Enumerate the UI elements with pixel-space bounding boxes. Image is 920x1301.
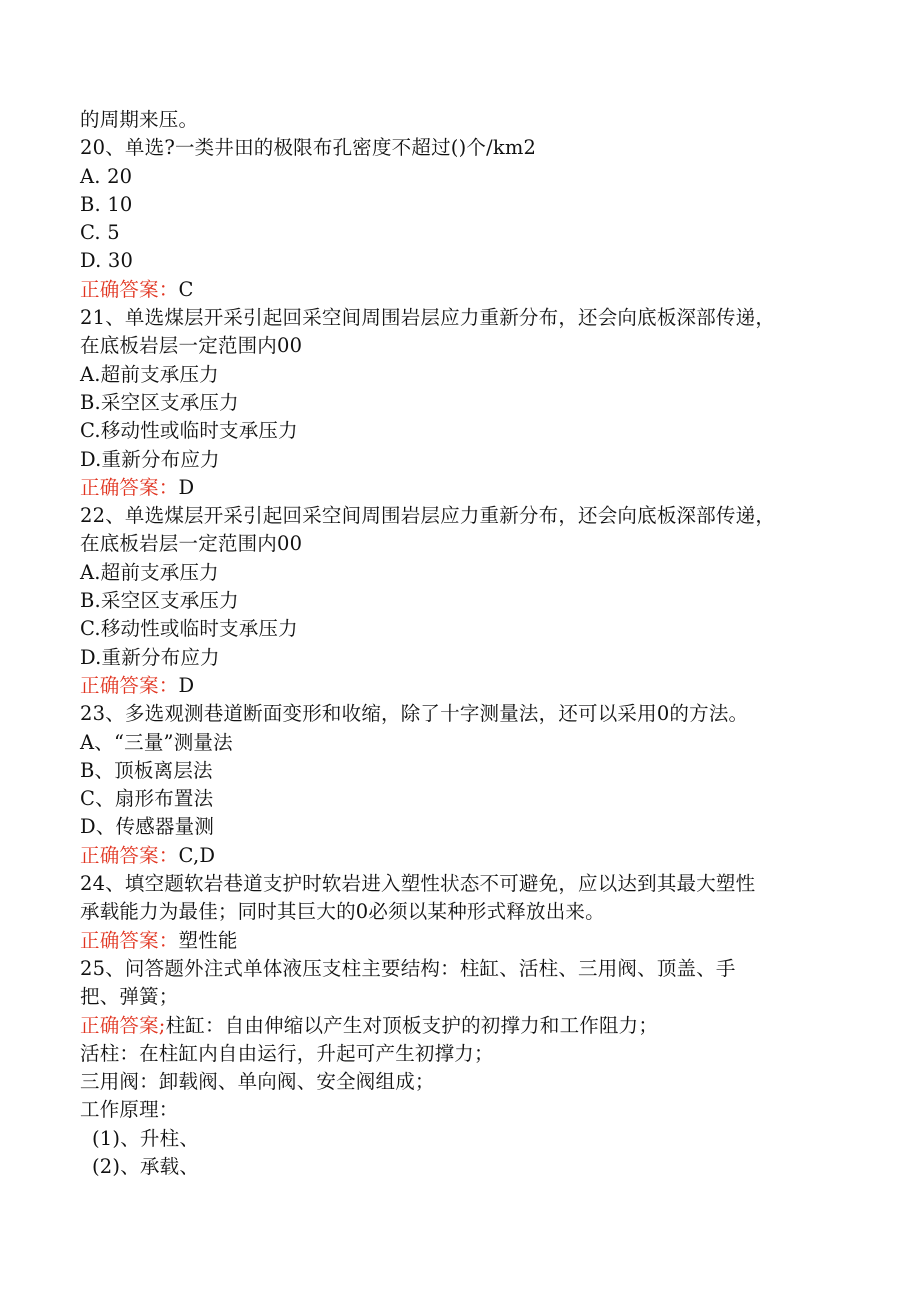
answer-value: C,D [178, 843, 216, 867]
answer-label: 正确答案： [80, 673, 179, 697]
option-b: B.采空区支承压力 [80, 390, 239, 414]
option-a: A. 20 [80, 164, 133, 188]
step-item: (2)、承载、 [92, 1154, 200, 1178]
answer-20 [80, 276, 880, 304]
text-line: 的周期来压。 [80, 108, 199, 131]
answer-label: 正确答案： [80, 928, 179, 952]
option-c: C、扇形布置法 [80, 787, 214, 811]
option-c: C.移动性或临时支承压力 [80, 617, 298, 641]
option-d: D.重新分布应力 [80, 645, 220, 669]
question-24: 24、填空题软岩巷道支护时软岩进入塑性状态不可避免，应以达到其最大塑性 [80, 872, 756, 896]
option-a: A.超前支承压力 [80, 560, 219, 584]
question-25-cont: 把、弹簧； [80, 985, 179, 1009]
option-c: C.移动性或临时支承压力 [80, 419, 298, 443]
answer-label: 正确答案; [80, 1013, 166, 1037]
question-25: 25、问答题外注式单体液压支柱主要结构：柱缸、活柱、三用阀、顶盖、手 [80, 956, 736, 980]
option-b: B、顶板离层法 [80, 758, 213, 782]
answer-25-cont: 工作原理： [80, 1098, 179, 1122]
question-22-cont: 在底板岩层一定范围内00 [80, 532, 303, 556]
answer-23 [80, 842, 880, 870]
answer-value: D [178, 475, 195, 499]
answer-21 [80, 474, 880, 502]
option-c: C. 5 [80, 221, 120, 245]
answer-25 [80, 1012, 880, 1040]
answer-label: 正确答案： [80, 277, 179, 301]
step-item: (1)、升柱、 [92, 1126, 200, 1150]
question-23: 23、多选观测巷道断面变形和收缩，除了十字测量法，还可以采用0的方法。 [80, 702, 749, 726]
answer-24 [80, 927, 880, 955]
question-22: 22、单选煤层开采引起回采空间周围岩层应力重新分布，还会向底板深部传递， [80, 504, 776, 528]
option-b: B.采空区支承压力 [80, 589, 239, 613]
option-a: A.超前支承压力 [80, 362, 219, 386]
answer-25-cont: 活柱：在柱缸内自由运行，升起可产生初撑力； [80, 1041, 494, 1065]
question-21-cont: 在底板岩层一定范围内00 [80, 334, 303, 358]
option-a: A、“三量”测量法 [80, 730, 233, 754]
answer-value: 塑性能 [178, 928, 238, 952]
answer-value: D [178, 673, 195, 697]
option-d: D.重新分布应力 [80, 447, 220, 471]
question-24-cont: 承载能力为最佳；同时其巨大的0必须以某种形式释放出来。 [80, 900, 605, 924]
question-21: 21、单选煤层开采引起回采空间周围岩层应力重新分布，还会向底板深部传递， [80, 306, 776, 330]
document-page [80, 106, 880, 1181]
answer-label: 正确答案： [80, 475, 179, 499]
answer-label: 正确答案： [80, 843, 179, 867]
question-20: 20、单选?一类井田的极限布孔密度不超过()个/km2 [80, 136, 537, 160]
answer-22 [80, 672, 880, 700]
answer-25-cont: 三用阀：卸载阀、单向阀、安全阀组成； [80, 1070, 435, 1094]
option-d: D. 30 [80, 249, 134, 273]
answer-value: 柱缸：自由伸缩以产生对顶板支护的初撑力和工作阻力； [165, 1013, 659, 1037]
answer-value: C [178, 277, 194, 301]
option-d: D、传感器量测 [80, 815, 215, 839]
option-b: B. 10 [80, 192, 133, 216]
